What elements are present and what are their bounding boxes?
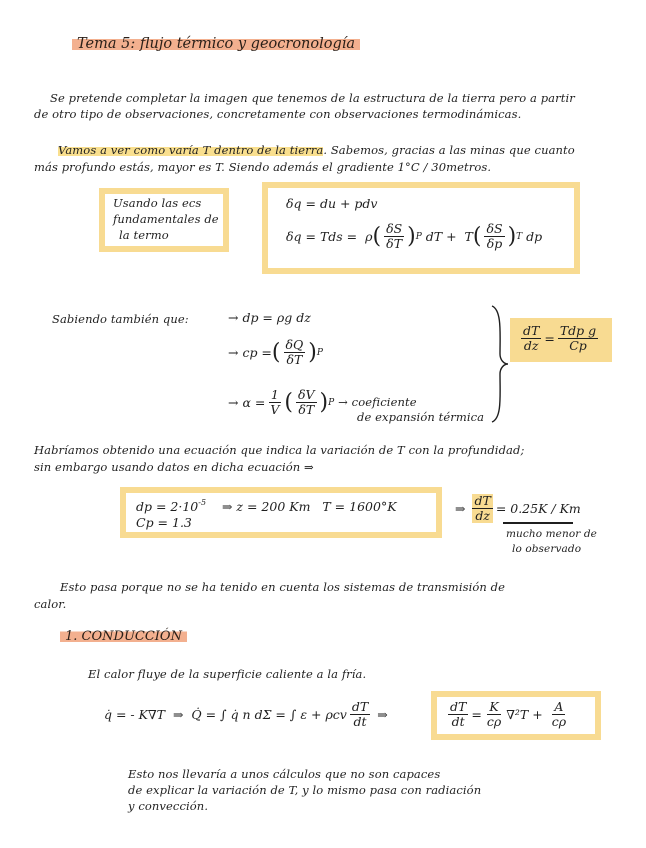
highlighted-phrase: Vamos a ver como varía T dentro de la tierra: [58, 143, 324, 157]
value-z: ⇒ z = 200 Km: [221, 499, 311, 514]
closing-line-1: Esto nos llevaría a unos cálculos que no son capaces: [128, 767, 441, 781]
intro-line-4: más profundo estás, mayor es T. Siendo además el gradiente 1°C / 30metros.: [34, 160, 492, 174]
curly-brace-icon: [488, 304, 510, 424]
relation-alpha: → α = $\frac{1}{V}$ ( $\frac{\delta V}{\delta T}$ ) P → coeficiente: [228, 387, 417, 417]
intro-line-2: de otro tipo de observaciones, concretamente con observaciones termodinámicas.: [34, 107, 522, 121]
obtained-line-2: sin embargo usando datos en dicha ecuación ⇒: [34, 460, 314, 474]
conduction-result-box: $\frac{dT}{dt}$ = $\frac{K}{c\rho}$ ∇²T + $\frac{A}{c\rho}$: [431, 691, 601, 740]
intro-line-1: Se pretende completar la imagen que tenemos de la estructura de la tierra pero a partir: [50, 91, 575, 105]
value-t: T = 1600°K: [322, 499, 397, 514]
knowing-label: Sabiendo también que:: [52, 312, 189, 326]
alpha-note: de expansión térmica: [357, 410, 485, 424]
note-box: Usando las ecs fundamentales de la termo: [99, 188, 229, 252]
equation-dq: δq = du + pdv: [286, 196, 378, 211]
closing-line-3: y convección.: [128, 799, 209, 813]
value-dp: dp = 2·10: [136, 499, 199, 514]
gradient-note-2: lo observado: [512, 543, 582, 555]
thermo-equations-box: [262, 182, 580, 274]
page-title: Tema 5: flujo térmico y geocronología: [72, 36, 360, 52]
relation-cp: → cp = ( $\frac{\delta Q}{\delta T}$ ) P: [228, 337, 323, 367]
closing-line-2: de explicar la variación de T, y lo mismo pasa con radiación: [128, 783, 482, 797]
data-values-box: dp = $2\cdot 10^{-5}$ ⇒ z = 200 Km T = 1600°K Cp = 1.3: [120, 487, 442, 538]
section-heading-conduction: 1. CONDUCCIÓN: [60, 629, 187, 644]
conduction-equation: q̇ = - K∇T ⇒ Q̇ = ∫ q̇ n dΣ = ∫ ε + ρcv $\frac{dT}{dt}$ ⇒: [104, 699, 388, 729]
value-cp: Cp = 1.3: [136, 515, 192, 530]
conduction-description: El calor fluye de la superficie caliente a la fría.: [88, 667, 367, 681]
underline: [503, 522, 573, 524]
reason-line-1: Esto pasa porque no se ha tenido en cuenta los sistemas de transmisión de: [60, 580, 506, 594]
gradient-note-1: mucho menor de: [506, 528, 597, 540]
reason-line-2: calor.: [34, 597, 67, 611]
relation-dp: → dp = ρg dz: [228, 310, 311, 325]
intro-line-3: Vamos a ver como varía T dentro de la tierra. Sabemos, gracias a las minas que cuanto: [58, 143, 575, 157]
gradient-result-box: $\frac{dT}{dz}$ = $\frac{\text{Tdp g}}{Cp}$: [510, 318, 612, 362]
equation-tds: δq = Tds = ρ ( $\frac{\delta S}{\delta T}$ ) P dT + T ( $\frac{\delta S}{\delta p}$ ) T dp: [286, 221, 543, 251]
computed-gradient: ⇒ $\frac{dT}{dz}$ = 0.25K / Km: [455, 493, 581, 523]
obtained-line-1: Habríamos obtenido una ecuación que indica la variación de T con la profundidad;: [34, 443, 525, 457]
